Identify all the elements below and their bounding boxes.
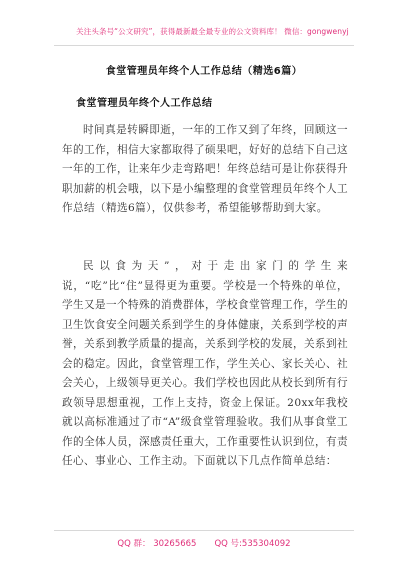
header-divider — [54, 45, 354, 46]
body-paragraph: 时间真是转瞬即逝，一年的工作又到了年终，回顾这一年的工作，相信大家都取得了硕果吧，好好的总结下自己这一年的工作，让来年少走弯路吧！年终总结可是让你获得升职加薪的机会哦，以下是小编整理的食堂管理员年终个人工作总结（精选6篇），仅供参考，希望能够帮助到大家。 — [62, 124, 348, 214]
footer-qq-number: QQ 号:535304092 — [214, 539, 291, 549]
section-heading: 食堂管理员年终个人工作总结 — [76, 98, 213, 109]
footer-divider — [54, 530, 354, 531]
body-paragraph: 民以食为天”，对于走出家门的学生来说，“吃”比“住”显得更为重要。学校是一个特殊的单位，学生又是一个特殊的消费群体，学校食堂管理工作，学生的卫生饮食安全问题关系到学生的身体健康，关系到学校的声誉，关系到教学质量的提高，关系到学校的发展，关系到社会的稳定。因此，食堂管理工作，学生关心、家长关心、社会关心，上级领导更关心。我们学校也因此从校长到所有行政领导思想重视，工作上支持，资金上保证。20xx年我校就以高标准通过了市“A”级食堂管理验收。我们从事食堂工作的全体人员，深感责任重大，工作重要性认识到位，有责任心、事业心、工作主动。下面就以下几点作简单总结： — [62, 260, 348, 467]
footer-contact — [0, 537, 408, 549]
header-banner: 关注头条号“公文研究”，获得最新最全最专业的公文资料库！ 微信：gongwenyj — [76, 27, 349, 36]
footer-qq-group: QQ 群： 30265665 — [117, 539, 197, 549]
document-title: 食堂管理员年终个人工作总结（精选6篇） — [105, 66, 303, 77]
